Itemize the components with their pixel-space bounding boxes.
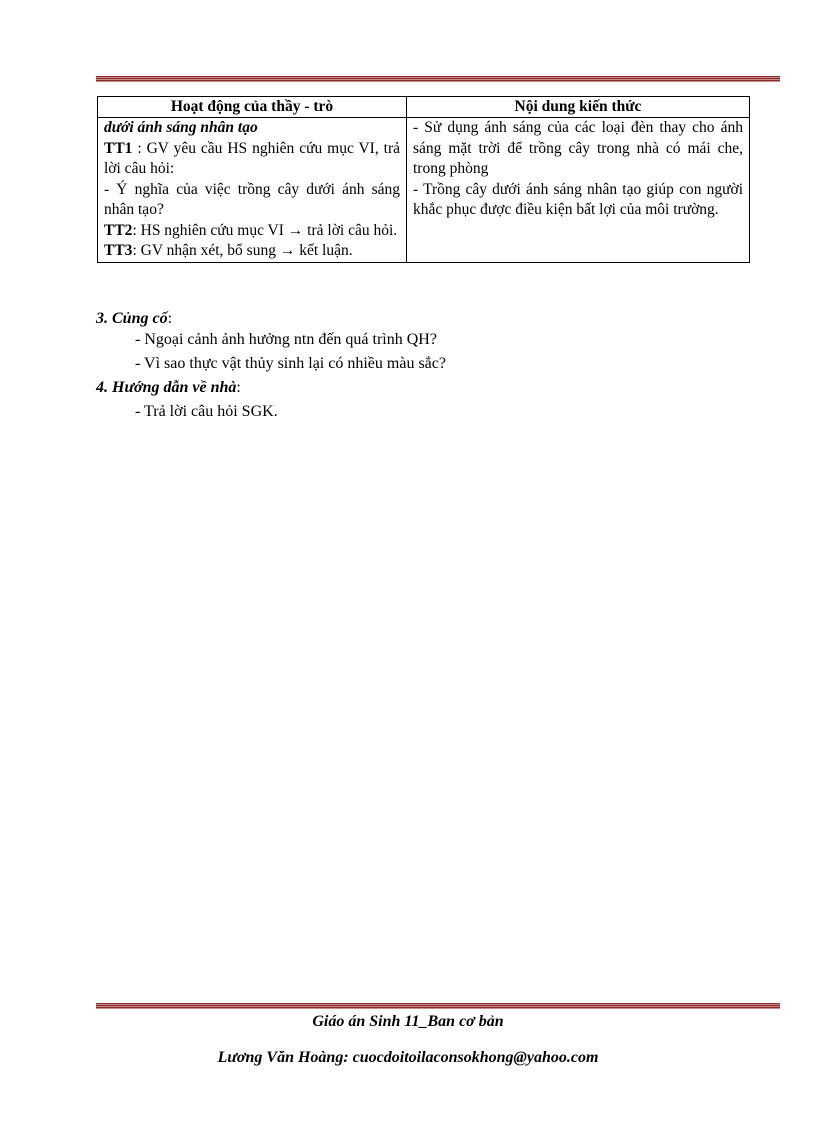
- activity-tt3: [104, 241, 400, 262]
- tt1-text: : GV yêu cầu HS nghiên cứu mục VI, trả lời câu hỏi:: [104, 139, 400, 177]
- table-header-row: [98, 97, 750, 118]
- column-header-activities: Hoạt động của thầy - trò: [98, 97, 407, 118]
- footer-title: Giáo án Sinh 11_Ban cơ bản: [312, 1013, 504, 1030]
- section-4-item: - Trả lời câu hỏi SGK.: [135, 403, 278, 420]
- tt3-text: : GV nhận xét, bổ sung → kết luận.: [132, 242, 353, 259]
- section-3-item: - Vì sao thực vật thủy sinh lại có nhiều màu sắc?: [135, 355, 446, 372]
- tt2-label: TT2: [104, 221, 133, 239]
- content-cell: [407, 118, 750, 263]
- column-header-content: Nội dung kiến thức: [407, 97, 750, 118]
- footer-divider: [96, 1003, 780, 1009]
- activity-tt1: [104, 139, 400, 180]
- section-3-item: - Ngoại cảnh ảnh hưởng ntn đến quá trình QH?: [135, 331, 437, 348]
- activity-tt2: [104, 221, 400, 242]
- section-4-heading: 4. Hướng dẫn về nhà:: [96, 379, 241, 396]
- footer-author: Lương Văn Hoàng: cuocdoitoilaconsokhong@yahoo.com: [217, 1049, 599, 1066]
- header-divider: [96, 76, 780, 82]
- activities-cell: [98, 118, 407, 263]
- lesson-table: [97, 96, 750, 263]
- table-row: [98, 118, 750, 263]
- content-line-2: - Trồng cây dưới ánh sáng nhân tạo giúp con người khắc phục được điều kiện bất lợi của môi trường.: [413, 180, 743, 218]
- activity-tt1-question: - Ý nghĩa của việc trồng cây dưới ánh sáng nhân tạo?: [104, 180, 400, 218]
- tt3-label: TT3: [104, 242, 133, 259]
- section-3-heading: 3. Củng cố:: [96, 310, 173, 327]
- tt1-label: TT1: [104, 139, 133, 157]
- activity-heading: dưới ánh sáng nhân tạo: [104, 119, 258, 136]
- content-line-1: - Sử dụng ánh sáng của các loại đèn thay cho ánh sáng mặt trời để trồng cây trong nhà có mái che, trong phòng: [413, 119, 743, 177]
- tt2-text: : HS nghiên cứu mục VI → trả lời câu hỏi.: [132, 221, 398, 239]
